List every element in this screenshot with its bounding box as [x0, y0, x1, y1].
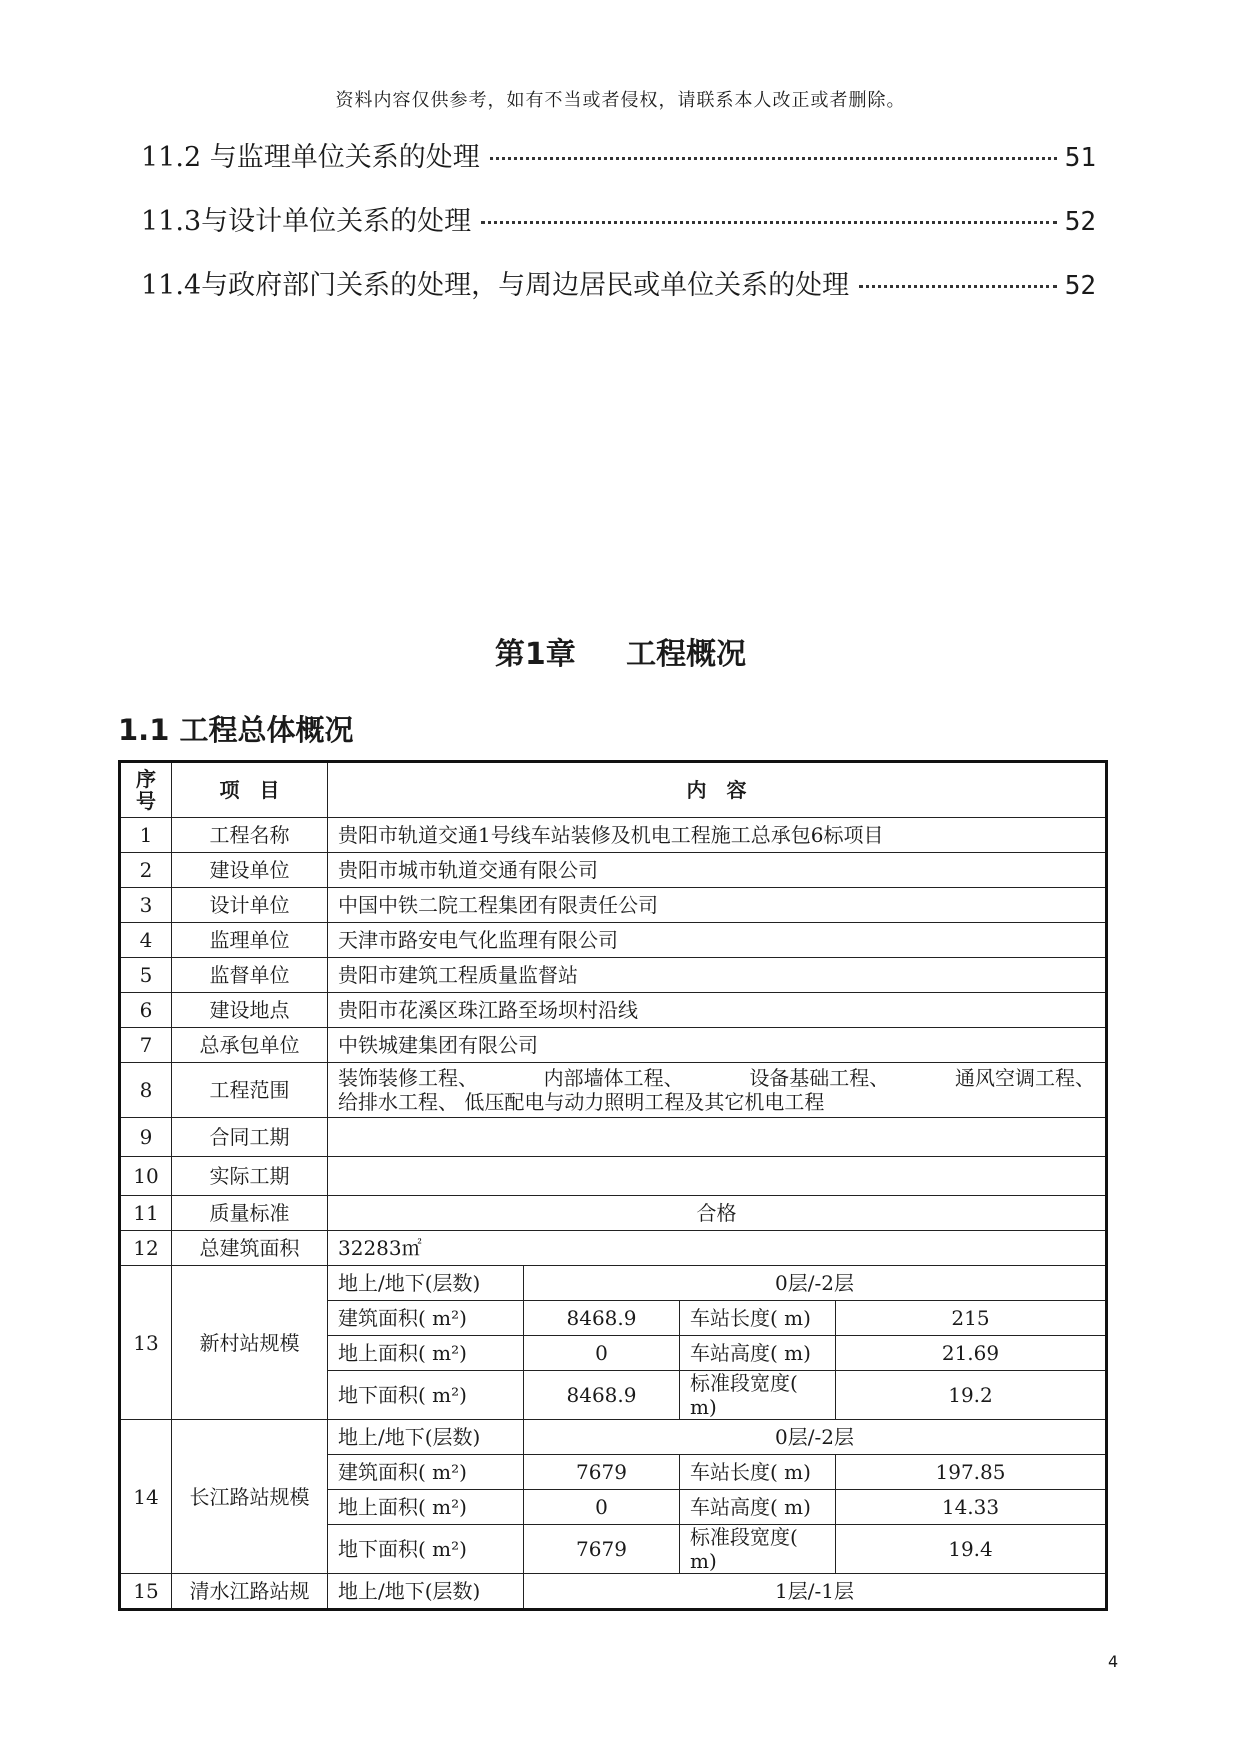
levels-label: 地上/地下(层数): [328, 1266, 524, 1301]
page-number: 4: [1108, 1652, 1119, 1671]
section-heading: 1.1 工程总体概况: [118, 713, 354, 747]
row-number: 4: [120, 923, 172, 958]
metric-value: 14.33: [836, 1490, 1107, 1525]
metric-value: 21.69: [836, 1336, 1107, 1371]
scope-entry: 通风空调工程、: [954, 1066, 1095, 1090]
metric-value: 0: [524, 1336, 680, 1371]
table-row: [120, 923, 1107, 958]
station-row: [120, 1266, 1107, 1301]
toc-entry[interactable]: [141, 199, 1096, 238]
levels-label: 地上/地下(层数): [328, 1420, 524, 1455]
row-number: 8: [120, 1063, 172, 1118]
table-row: [120, 958, 1107, 993]
toc-entry-page: 52: [1064, 271, 1096, 301]
row-item: 设计单位: [172, 888, 328, 923]
row-content: 合格: [328, 1196, 1107, 1231]
row-content: 贵阳市轨道交通1号线车站装修及机电工程施工总承包6标项目: [328, 818, 1107, 853]
scope-entry: 设备基础工程、: [749, 1066, 890, 1090]
row-item: 工程范围: [172, 1063, 328, 1118]
header-seq: 序号: [120, 762, 172, 818]
row-number: 3: [120, 888, 172, 923]
metric-value: 7679: [524, 1455, 680, 1490]
toc-entry[interactable]: [141, 263, 1096, 302]
metric-value: 8468.9: [524, 1301, 680, 1336]
station-row: [120, 1574, 1107, 1610]
header-content: 内 容: [328, 762, 1107, 818]
chapter-title: 工程概况: [626, 637, 747, 672]
row-number: 12: [120, 1231, 172, 1266]
row-item: 监督单位: [172, 958, 328, 993]
row-item: 工程名称: [172, 818, 328, 853]
scope-entry: 内部墙体工程、: [543, 1066, 684, 1090]
table-row: [120, 1028, 1107, 1063]
row-content-scope: [328, 1063, 1107, 1118]
levels-value: 0层/-2层: [524, 1420, 1107, 1455]
row-content: 32283㎡: [328, 1231, 1107, 1266]
metric-label: 地上面积( m²): [328, 1490, 524, 1525]
levels-label: 地上/地下(层数): [328, 1574, 524, 1610]
station-row: [120, 1420, 1107, 1455]
table-row: [120, 853, 1107, 888]
metric-label: 标准段宽度( m): [680, 1525, 836, 1574]
metric-label: 建筑面积( m²): [328, 1455, 524, 1490]
station-number: 15: [120, 1574, 172, 1610]
toc-entry-title: 11.4与政府部门关系的处理，与周边居民或单位关系的处理: [141, 270, 850, 301]
table-row: [120, 1196, 1107, 1231]
chapter-number: 第1章: [494, 637, 576, 672]
toc-entry-title: 11.3与设计单位关系的处理: [141, 206, 472, 237]
table-row: [120, 1157, 1107, 1196]
metric-value: 197.85: [836, 1455, 1107, 1490]
metric-label: 车站高度( m): [680, 1336, 836, 1371]
toc-entry-title: 11.2 与监理单位关系的处理: [141, 142, 480, 173]
row-content: 中铁城建集团有限公司: [328, 1028, 1107, 1063]
toc-entry-page: 51: [1064, 143, 1096, 173]
metric-label: 标准段宽度( m): [680, 1371, 836, 1420]
station-name: 长江路站规模: [172, 1420, 328, 1574]
project-overview-table: [118, 760, 1108, 1611]
row-number: 5: [120, 958, 172, 993]
row-item: 总承包单位: [172, 1028, 328, 1063]
table-row: [120, 1063, 1107, 1118]
station-name: 新村站规模: [172, 1266, 328, 1420]
station-number: 14: [120, 1420, 172, 1574]
row-number: 9: [120, 1118, 172, 1157]
metric-label: 建筑面积( m²): [328, 1301, 524, 1336]
metric-label: 地下面积( m²): [328, 1371, 524, 1420]
row-number: 2: [120, 853, 172, 888]
row-content: 天津市路安电气化监理有限公司: [328, 923, 1107, 958]
row-item: 实际工期: [172, 1157, 328, 1196]
toc-entry-page: 52: [1064, 207, 1096, 237]
table-row: [120, 1118, 1107, 1157]
row-content: 中国中铁二院工程集团有限责任公司: [328, 888, 1107, 923]
metric-label: 车站长度( m): [680, 1455, 836, 1490]
table-row: [120, 993, 1107, 1028]
row-number: 7: [120, 1028, 172, 1063]
row-item: 质量标准: [172, 1196, 328, 1231]
metric-label: 地下面积( m²): [328, 1525, 524, 1574]
row-content: [328, 1118, 1107, 1157]
levels-value: 0层/-2层: [524, 1266, 1107, 1301]
row-content: [328, 1157, 1107, 1196]
metric-value: 19.2: [836, 1371, 1107, 1420]
metric-label: 地上面积( m²): [328, 1336, 524, 1371]
page-header-disclaimer: 资料内容仅供参考，如有不当或者侵权，请联系本人改正或者删除。: [335, 90, 906, 111]
row-number: 10: [120, 1157, 172, 1196]
toc-leader-dots: [481, 221, 1057, 224]
toc-leader-dots: [490, 157, 1057, 160]
header-item: 项 目: [172, 762, 328, 818]
scope-line-1: [338, 1066, 1095, 1090]
row-item: 监理单位: [172, 923, 328, 958]
scope-line-2: 给排水工程、 低压配电与动力照明工程及其它机电工程: [338, 1090, 825, 1114]
row-item: 建设单位: [172, 853, 328, 888]
row-number: 11: [120, 1196, 172, 1231]
levels-value: 1层/-1层: [524, 1574, 1107, 1610]
scope-entry: 装饰装修工程、: [338, 1066, 478, 1090]
row-content: 贵阳市城市轨道交通有限公司: [328, 853, 1107, 888]
row-item: 总建筑面积: [172, 1231, 328, 1266]
table-row: [120, 1231, 1107, 1266]
metric-label: 车站高度( m): [680, 1490, 836, 1525]
row-content: 贵阳市花溪区珠江路至场坝村沿线: [328, 993, 1107, 1028]
row-number: 6: [120, 993, 172, 1028]
station-name: 清水江路站规: [172, 1574, 328, 1610]
station-number: 13: [120, 1266, 172, 1420]
row-item: 建设地点: [172, 993, 328, 1028]
metric-value: 7679: [524, 1525, 680, 1574]
table-row: [120, 818, 1107, 853]
table-header-row: [120, 762, 1107, 818]
metric-value: 0: [524, 1490, 680, 1525]
row-item: 合同工期: [172, 1118, 328, 1157]
metric-label: 车站长度( m): [680, 1301, 836, 1336]
toc-leader-dots: [859, 285, 1057, 288]
toc-entry[interactable]: [141, 135, 1096, 174]
row-content: 贵阳市建筑工程质量监督站: [328, 958, 1107, 993]
row-number: 1: [120, 818, 172, 853]
chapter-heading: [0, 629, 1241, 673]
metric-value: 8468.9: [524, 1371, 680, 1420]
metric-value: 215: [836, 1301, 1107, 1336]
table-row: [120, 888, 1107, 923]
metric-value: 19.4: [836, 1525, 1107, 1574]
